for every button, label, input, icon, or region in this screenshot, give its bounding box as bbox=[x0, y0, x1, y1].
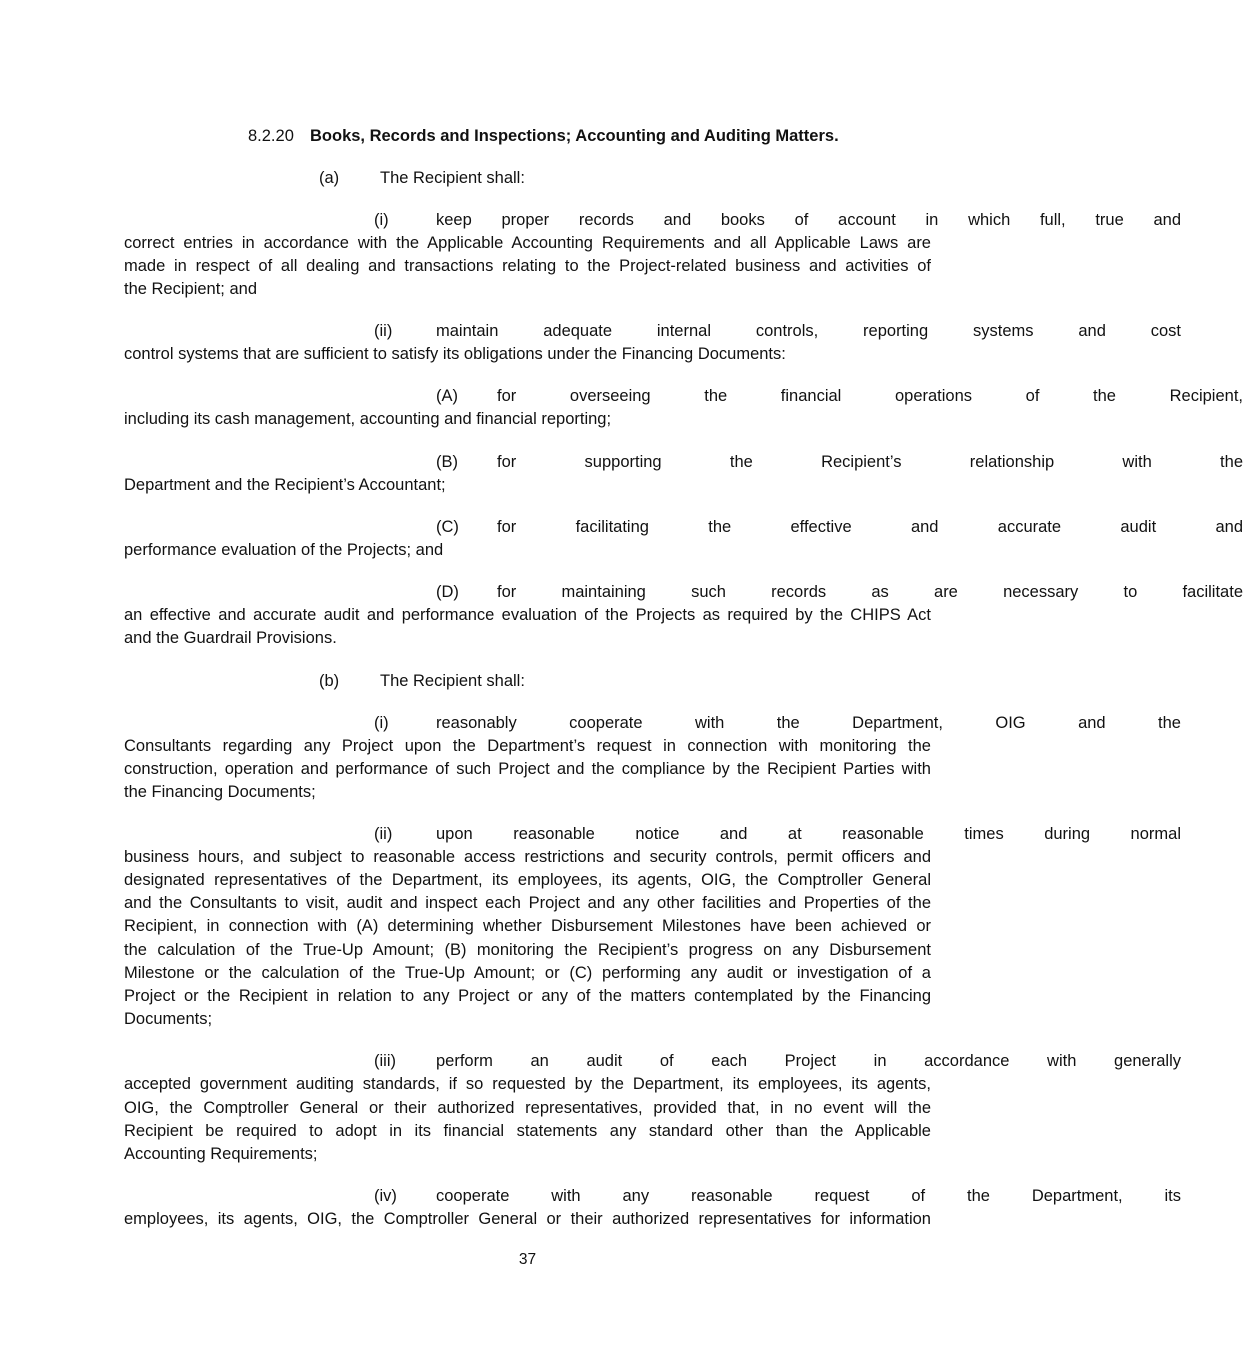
clause-line: (C) for facilitating the effective and accurate audit and bbox=[124, 516, 1243, 539]
clause-line: Milestone or the calculation of the True-Up Amount; or (C) performing any audit or investigation of a bbox=[124, 964, 931, 982]
clause-line: (iii) perform an audit of each Project in accordance with generally bbox=[124, 1050, 1181, 1073]
clause-line: performance evaluation of the Projects; and bbox=[124, 541, 444, 559]
section-number: 8.2.20 bbox=[248, 127, 294, 145]
clause-line: (ii) maintain adequate internal controls, reporting systems and cost bbox=[124, 320, 1181, 343]
clause-line: Recipient be required to adopt in its financial statements any standard other than the Applicable bbox=[124, 1122, 931, 1140]
clause-line: Documents; bbox=[124, 1010, 213, 1028]
clause-line: (ii) upon reasonable notice and at reasonable times during normal bbox=[124, 823, 1181, 846]
clause-line: an effective and accurate audit and performance evaluation of the Projects as required by the CHIPS Act bbox=[124, 606, 931, 624]
paragraph-a bbox=[124, 167, 1126, 190]
clause-line: the Recipient; and bbox=[124, 280, 258, 298]
clause-line: control systems that are sufficient to satisfy its obligations under the Financing Documents: bbox=[124, 345, 786, 363]
clause-line: designated representatives of the Department, its employees, its agents, OIG, the Comptroller General bbox=[124, 871, 931, 889]
clause-line: (iv) cooperate with any reasonable request of the Department, its bbox=[124, 1185, 1181, 1208]
clause-label: (iii) bbox=[374, 1052, 396, 1070]
clause-line: Department and the Recipient’s Accountant; bbox=[124, 476, 446, 494]
clause-label: (C) bbox=[436, 518, 459, 536]
clause-line: (i) reasonably cooperate with the Department, OIG and the bbox=[124, 712, 1181, 735]
clause-line: the calculation of the True-Up Amount; (B) monitoring the Recipient’s progress on any Disbursement bbox=[124, 941, 931, 959]
clause-line: (B) for supporting the Recipient’s relationship with the bbox=[124, 451, 1243, 474]
clause-line: business hours, and subject to reasonable access restrictions and security controls, permit officers and bbox=[124, 848, 931, 866]
clause-line: (i) keep proper records and books of account in which full, true and bbox=[124, 209, 1181, 232]
paragraph-a-label: (a) bbox=[319, 169, 340, 187]
section-heading bbox=[248, 124, 839, 148]
clause-line: the Financing Documents; bbox=[124, 783, 316, 801]
clause-label: (D) bbox=[436, 583, 459, 601]
clause-label: (iv) bbox=[374, 1187, 397, 1205]
paragraph-a-text: The Recipient shall: bbox=[380, 169, 525, 187]
section-title: Books, Records and Inspections; Accounting and Auditing Matters. bbox=[310, 127, 839, 145]
clause-line: construction, operation and performance of such Project and the compliance by the Recipient Parties with bbox=[124, 760, 931, 778]
page-number: 37 bbox=[518, 1251, 537, 1268]
paragraph-b-text: The Recipient shall: bbox=[380, 672, 525, 690]
clause-line: OIG, the Comptroller General or their authorized representatives, provided that, in no event will the bbox=[124, 1099, 931, 1117]
clause-line: Project or the Recipient in relation to any Project or any of the matters contemplated by the Financing bbox=[124, 987, 931, 1005]
clause-label: (B) bbox=[436, 453, 458, 471]
paragraph-b-label: (b) bbox=[319, 672, 340, 690]
clause-line: (D) for maintaining such records as are necessary to facilitate bbox=[124, 581, 1243, 604]
clause-line: Consultants regarding any Project upon the Department’s request in connection with monitoring the bbox=[124, 737, 931, 755]
clause-line: employees, its agents, OIG, the Comptroller General or their authorized representatives for information bbox=[124, 1210, 931, 1228]
clause-line: and the Guardrail Provisions. bbox=[124, 629, 337, 647]
clause-label: (ii) bbox=[374, 322, 393, 340]
clause-line: and the Consultants to visit, audit and inspect each Project and any other facilities and Properties of the bbox=[124, 894, 931, 912]
clause-line: Accounting Requirements; bbox=[124, 1145, 318, 1163]
clause-label: (i) bbox=[374, 211, 389, 229]
clause-line: Recipient, in connection with (A) determining whether Disbursement Milestones have been achieved or bbox=[124, 917, 931, 935]
clause-line: accepted government auditing standards, if so requested by the Department, its employees, its agents, bbox=[124, 1075, 931, 1093]
clause-line: correct entries in accordance with the Applicable Accounting Requirements and all Applicable Laws are bbox=[124, 234, 931, 252]
clause-line: including its cash management, accounting and financial reporting; bbox=[124, 410, 612, 428]
paragraph-b bbox=[124, 670, 1126, 693]
clause-label: (i) bbox=[374, 714, 389, 732]
clause-label: (ii) bbox=[374, 825, 393, 843]
clause-line: (A) for overseeing the financial operations of the Recipient, bbox=[124, 385, 1243, 408]
clause-label: (A) bbox=[436, 387, 458, 405]
clause-line: made in respect of all dealing and transactions relating to the Project-related business and activities of bbox=[124, 257, 931, 275]
